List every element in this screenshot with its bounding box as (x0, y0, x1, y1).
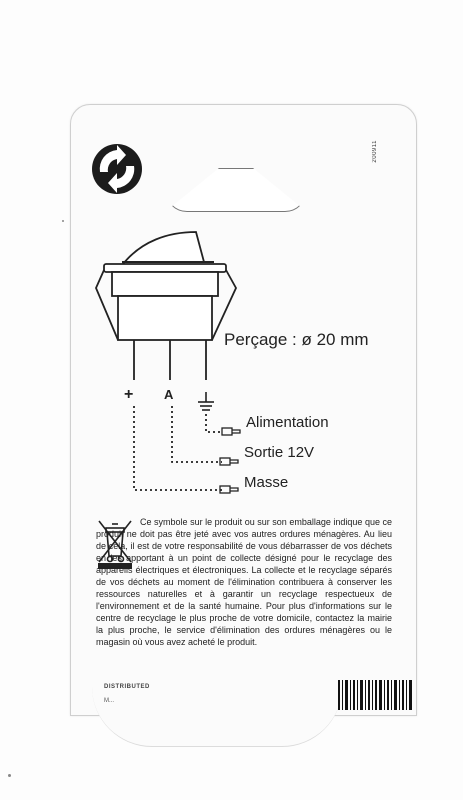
weee-notice-text: Ce symbole sur le produit ou sur son emballage indique que ce produit ne doit pas être jeté avec vos autres ordures ménagères. Au lieu de cela, il est de votre responsabilité de vous débarrasser de vos déchets en les apportant à un point de collecte désigné pour le recyclage des appareils électriques et électroniques. La collecte et le recyclage séparés de vos déchets au moment de l'élimination contribuera à conserver les ressources naturelles et à garantir un recyclage respectueux de l'environnement et de la santé humaine. Pour plus d'informations sur le centre de recyclage le plus proche de votre domicile, contactez la mairie la plus proche, le service d'élimination des ordures ménagères ou le magasin où vous avez acheté le produit. (96, 517, 392, 647)
wire-dotted-lines (134, 406, 222, 490)
distributor-line2: M... (104, 698, 114, 704)
masse-label: Masse (244, 474, 289, 491)
alimentation-label: Alimentation (246, 414, 329, 431)
scan-speck (8, 774, 11, 777)
connector-icon (220, 428, 240, 493)
barcode-icon (338, 680, 412, 710)
terminal-plus-label: + (124, 386, 134, 403)
ground-icon (198, 392, 214, 410)
batch-code: 200911 (372, 140, 378, 163)
sortie-label: Sortie 12V (244, 444, 315, 461)
drilling-diameter-label: Perçage : ø 20 mm (224, 330, 369, 349)
rocker-switch-icon (96, 232, 236, 380)
distributor-label: DISTRIBUTED (104, 684, 150, 690)
terminal-a-label: A (164, 387, 174, 402)
scan-speck (62, 220, 64, 222)
